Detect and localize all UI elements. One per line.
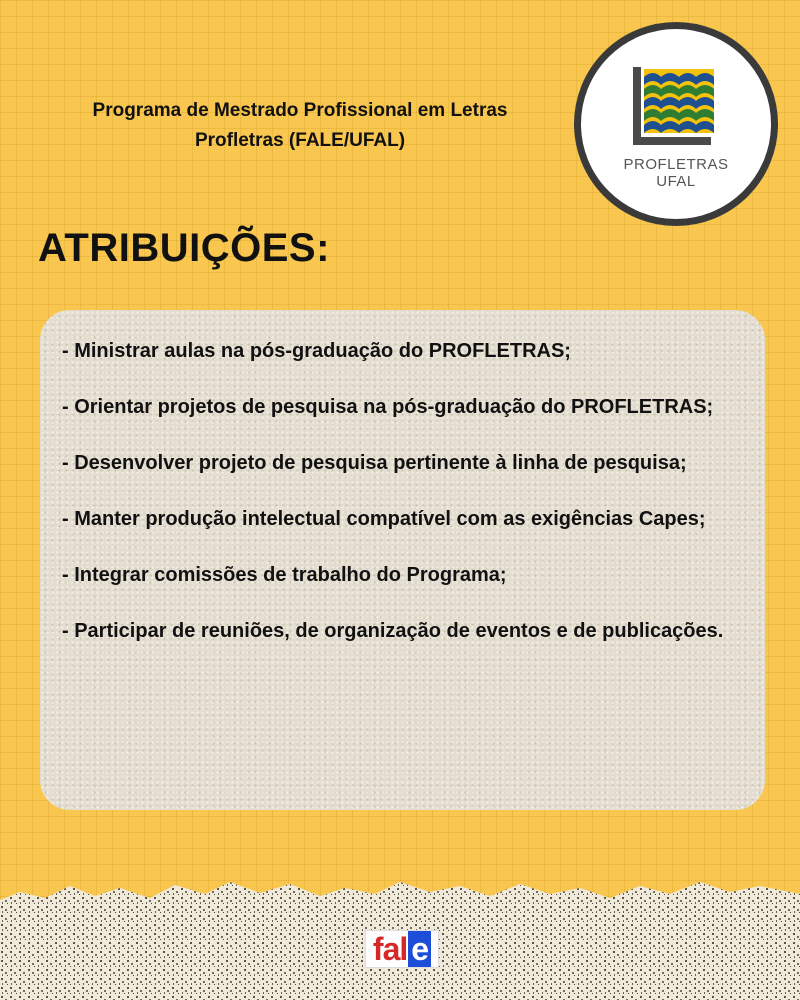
program-name-line2: Profletras (FALE/UFAL) — [194, 130, 406, 151]
fale-logo-text-red: fal — [372, 931, 408, 967]
attributions-card — [40, 310, 765, 810]
list-item: - Integrar comissões de trabalho do Programa; — [62, 564, 507, 586]
program-header — [0, 96, 600, 156]
program-name-line1: Programa de Mestrado Profissional em Letras — [92, 100, 508, 121]
list-item: - Desenvolver projeto de pesquisa pertinente à linha de pesquisa; — [62, 452, 687, 474]
fale-logo — [365, 930, 439, 968]
list-item: - Participar de reuniões, de organização de eventos e de publicações. — [62, 620, 724, 642]
list-item: - Manter produção intelectual compatível com as exigências Capes; — [62, 508, 706, 530]
logo-text-profletras: PROFLETRAS — [623, 156, 729, 173]
list-item: - Ministrar aulas na pós-graduação do PROFLETRAS; — [62, 340, 571, 362]
profletras-logo-icon — [581, 29, 771, 219]
profletras-logo — [574, 22, 778, 226]
list-item: - Orientar projetos de pesquisa na pós-graduação do PROFLETRAS; — [62, 396, 714, 418]
logo-text-ufal: UFAL — [656, 173, 696, 190]
page-title: ATRIBUIÇÕES: — [38, 226, 330, 270]
fale-logo-text-blue: e — [408, 931, 431, 967]
